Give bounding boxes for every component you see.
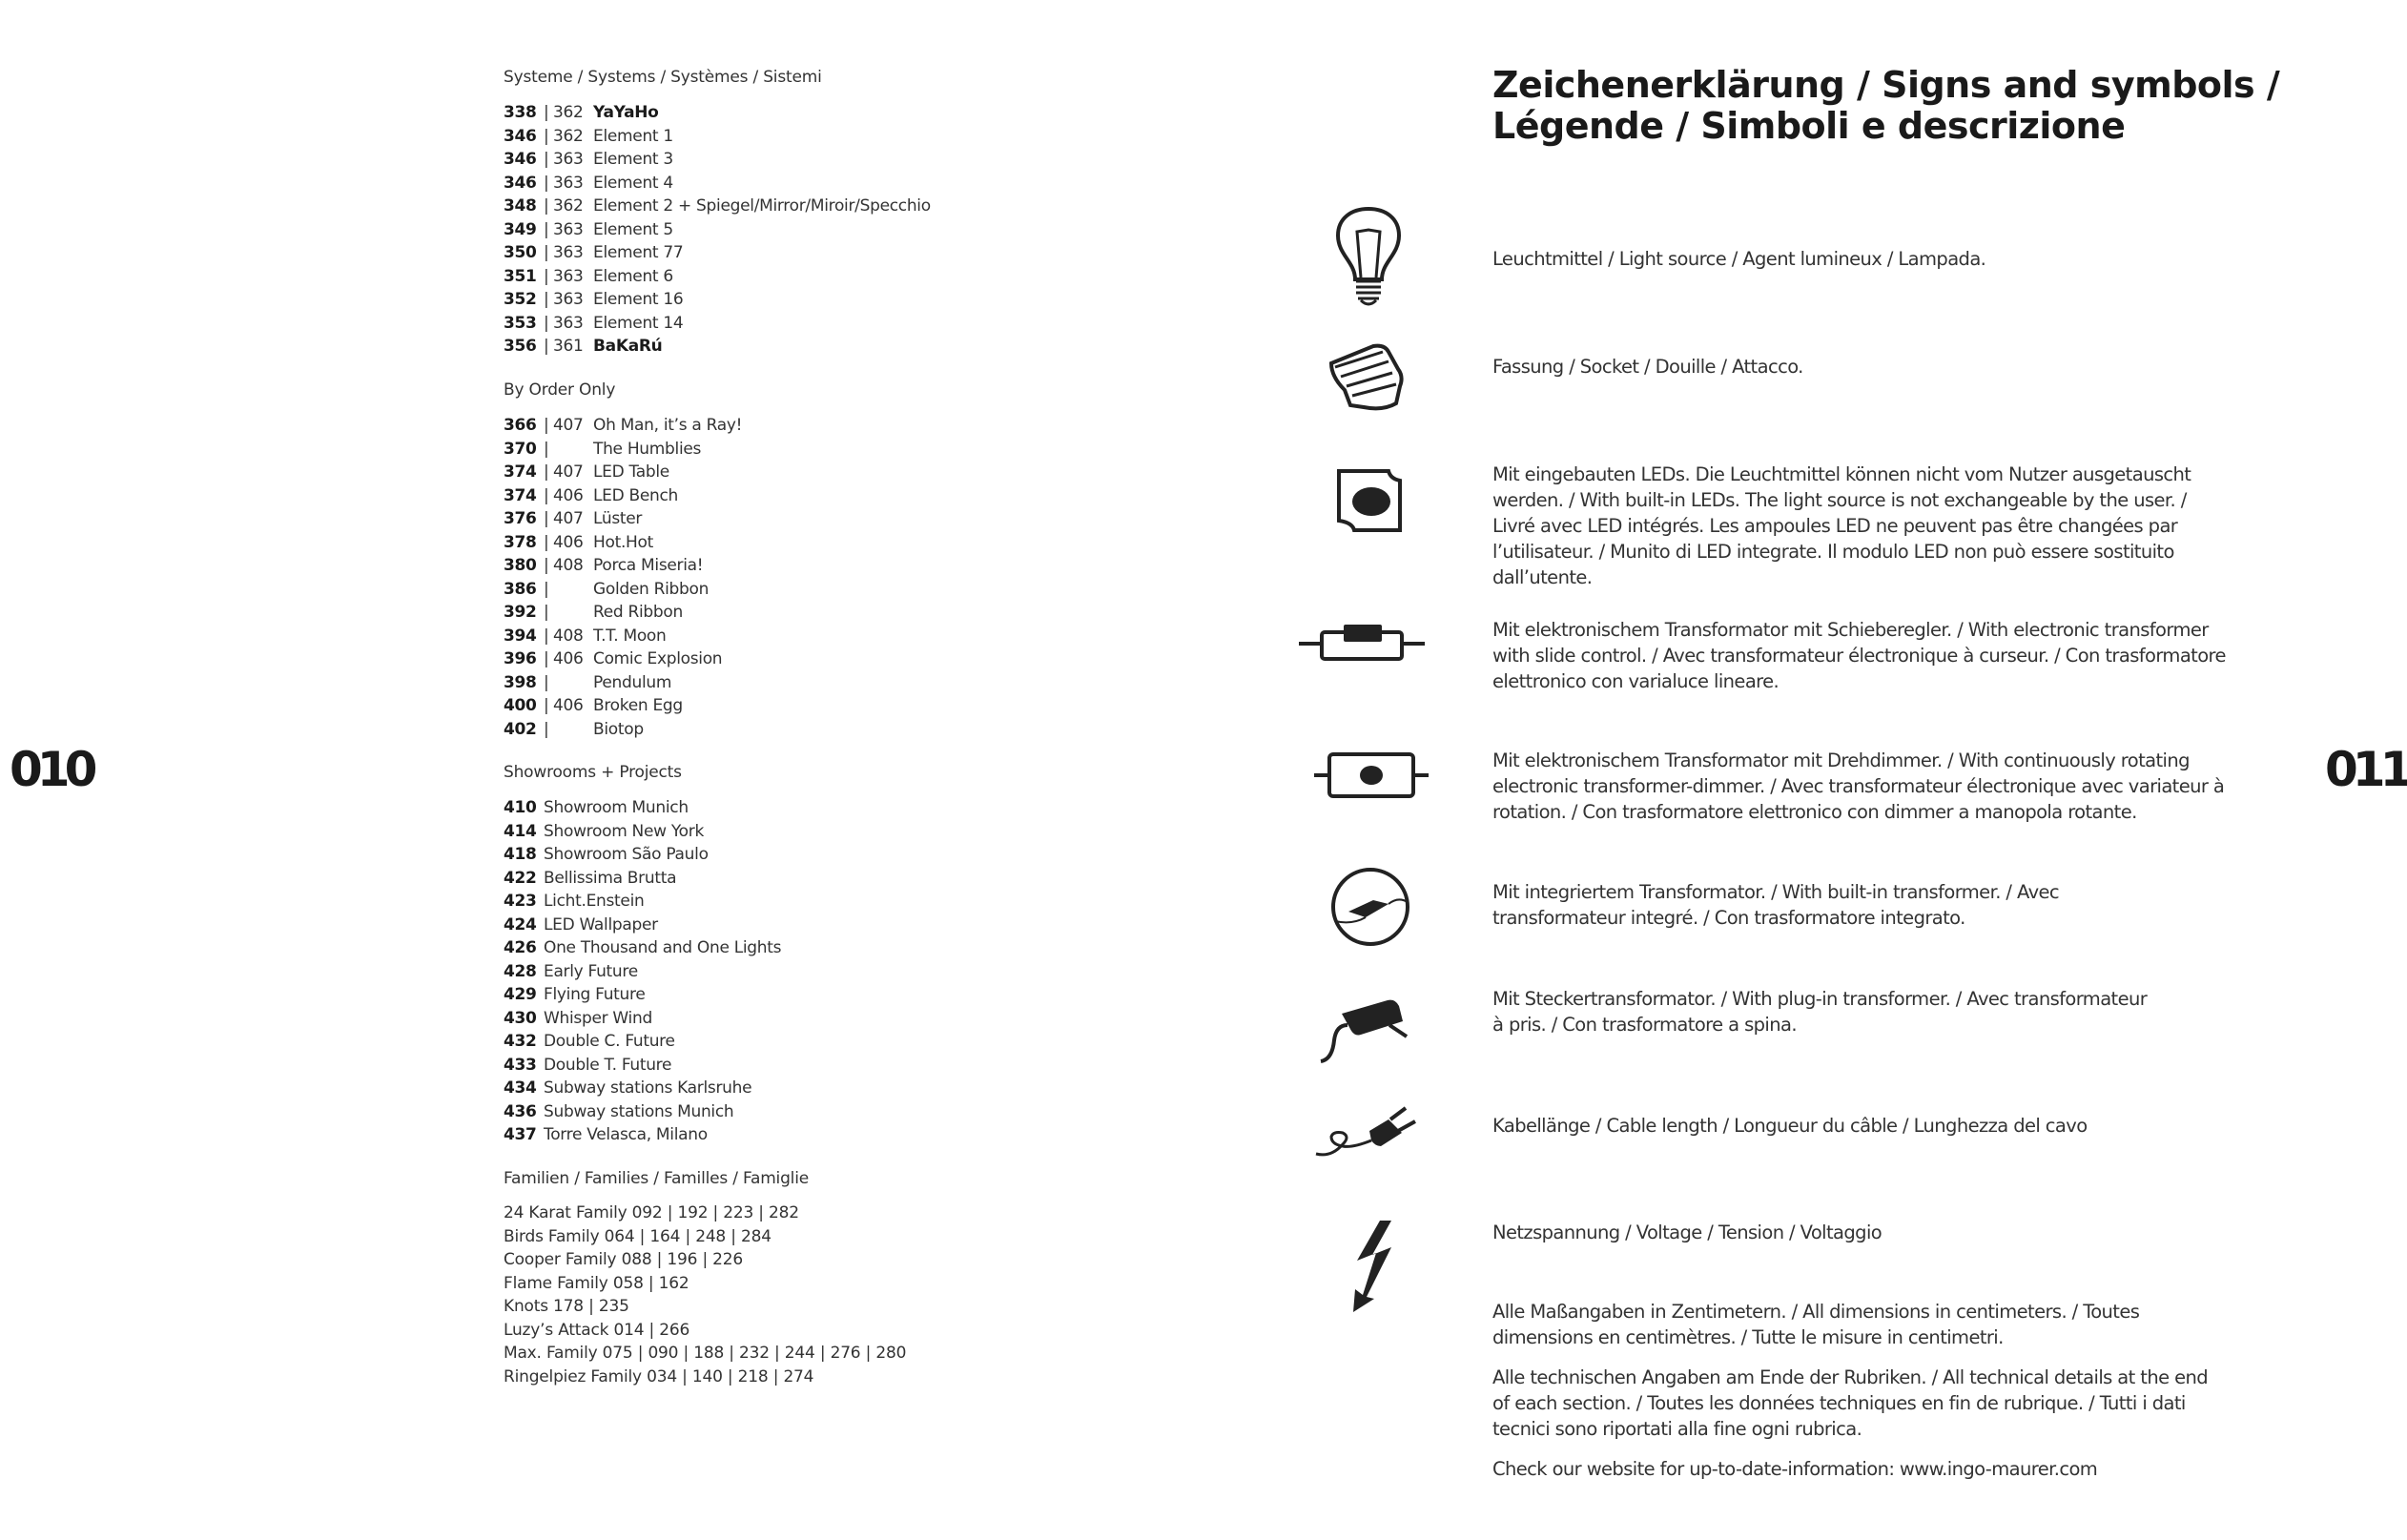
item-name: Torre Velasca, Milano [544,1125,708,1144]
item-name: Lüster [593,509,643,528]
symbol-text-plug-transformer: Mit Steckertransformator. / With plug-in transformer. / Avec transformateur à pris. / Con trasformatore a spina. [1492,988,2148,1036]
list-item [504,694,683,718]
showrooms-heading: Showrooms + Projects [504,763,682,782]
item-name: LED Table [593,462,669,482]
page-number: 346 [504,150,537,169]
page-number: 410 [504,798,537,817]
separator: | [544,313,549,333]
reference-page: 406 [553,649,584,668]
reference-page: 363 [553,219,584,239]
reference-page: 361 [553,337,584,356]
family-item: Luzy’s Attack 014 | 266 [504,1320,690,1340]
list-item [504,335,663,359]
page-number-left: 010 [10,742,93,797]
reference-page: 363 [553,313,584,333]
page-number: 353 [504,313,537,333]
list-item [504,890,645,914]
family-item: Birds Family 064 | 164 | 248 | 284 [504,1226,771,1246]
separator: | [544,719,549,739]
item-name: Element 6 [593,266,673,286]
page-number: 386 [504,579,537,599]
page-number: 346 [504,126,537,146]
item-name: Bellissima Brutta [544,868,677,888]
list-item [504,983,646,1007]
separator: | [544,509,549,528]
separator: | [544,603,549,622]
page-number: 356 [504,337,537,356]
item-name: Subway stations Karlsruhe [544,1078,752,1098]
list-item [504,625,667,648]
list-item [504,265,673,289]
reference-page: 406 [553,696,584,715]
separator: | [544,485,549,505]
page-number: 392 [504,603,537,622]
reference-page: 362 [553,103,584,122]
page-title [1492,65,2279,147]
reference-page: 363 [553,173,584,193]
symbol-text-slide-dimmer: Mit elektronischem Transformator mit Schieberegler. / With electronic transformer with slide control. / Avec transformateur électronique à curseur. / Con trasformatore elettronico con varialuce lineare. [1492,619,2226,692]
separator: | [544,196,549,216]
built-in-transformer-icon [1329,866,1411,948]
reference-page: 363 [553,290,584,309]
separator: | [544,290,549,309]
item-name: Porca Miseria! [593,556,704,575]
slide-dimmer-transformer-icon [1299,615,1425,672]
item-name: T.T. Moon [593,626,667,646]
symbol-text-built-in-led: Mit eingebauten LEDs. Die Leuchtmittel können nicht vom Nutzer ausgetauscht werden. / With built-in LEDs. The light source is not exchangeable by the user. / Livré avec LED intégrés. Les ampoules LED ne peuvent pas être changées par l’utilisateur. / Munito di LED integrate. Il modulo LED non può essere sostituito dall’utente. [1492,463,2191,588]
page-number: 376 [504,509,537,528]
list-item [504,1100,734,1124]
families-list [504,1201,906,1388]
list-item [504,867,677,891]
separator: | [544,150,549,169]
separator: | [544,462,549,482]
page-number: 429 [504,985,537,1004]
page-number: 423 [504,892,537,911]
page-number: 374 [504,462,537,482]
item-name: One Thousand and One Lights [544,938,782,957]
item-name: LED Bench [593,485,679,505]
item-name: Red Ribbon [593,603,683,622]
page-number: 434 [504,1078,537,1098]
separator: | [544,219,549,239]
socket-icon [1326,339,1411,415]
item-name: Broken Egg [593,696,683,715]
separator: | [544,126,549,146]
families-heading: Familien / Families / Familles / Famiglie [504,1169,809,1188]
systems-list [504,101,931,359]
page-number: 402 [504,719,537,739]
page-number: 430 [504,1008,537,1028]
item-name: Element 2 + Spiegel/Mirror/Miroir/Specchio [593,196,931,216]
reference-page: 363 [553,266,584,286]
reference-page: 408 [553,626,584,646]
page-number: 428 [504,961,537,981]
separator: | [544,532,549,552]
list-item [504,843,709,867]
list-item [504,148,673,172]
page-number: 346 [504,173,537,193]
reference-page: 363 [553,243,584,262]
list-item [504,554,704,578]
list-item [504,172,673,195]
item-name: Element 4 [593,173,673,193]
separator: | [544,626,549,646]
item-name: Element 77 [593,243,684,262]
page-number: 432 [504,1032,537,1051]
item-name: The Humblies [593,439,702,459]
page-number: 352 [504,290,537,309]
page-number: 400 [504,696,537,715]
symbol-text-rotary-dimmer: Mit elektronischem Transformator mit Drehdimmer. / With continuously rotating electronic transformer-dimmer. / Avec transformateur électronique avec variateur à rotation. / Con trasformatore elettronico con dimmer a manopola rotante. [1492,749,2225,823]
list-item [504,484,679,508]
title-line-2: Légende / Simboli e descrizione [1492,105,2126,147]
item-name: Element 1 [593,126,673,146]
item-name: Pendulum [593,672,672,692]
page-number: 370 [504,439,537,459]
separator: | [544,243,549,262]
separator: | [544,439,549,459]
item-name: Subway stations Munich [544,1101,734,1121]
symbol-text-built-in-transformer: Mit integriertem Transformator. / With built-in transformer. / Avec transformateur integré. / Con trasformatore integrato. [1492,881,2060,929]
list-item [504,914,658,937]
reference-page: 406 [553,532,584,552]
item-name: Early Future [544,961,638,981]
symbol-text-cable-length: Kabellänge / Cable length / Longueur du câble / Lunghezza del cavo [1492,1115,2088,1137]
list-item [504,578,710,602]
page-number: 418 [504,845,537,864]
family-item: Knots 178 | 235 [504,1297,629,1316]
page-number: 374 [504,485,537,505]
family-item: Ringelpiez Family 034 | 140 | 218 | 274 [504,1366,814,1386]
page-number: 436 [504,1101,537,1121]
separator: | [544,337,549,356]
reference-page: 362 [553,196,584,216]
reference-page: 407 [553,509,584,528]
family-item: 24 Karat Family 092 | 192 | 223 | 282 [504,1203,799,1222]
item-name: Whisper Wind [544,1008,652,1028]
list-item [504,195,931,218]
reference-page: 406 [553,485,584,505]
list-item [504,438,702,462]
item-name: Biotop [593,719,644,739]
family-item: Cooper Family 088 | 196 | 226 [504,1250,744,1269]
list-item [504,218,673,242]
separator: | [544,579,549,599]
list-item [504,312,684,336]
list-item [504,414,743,438]
page-number: 366 [504,416,537,435]
family-item: Max. Family 075 | 090 | 188 | 232 | 244 | 276 | 280 [504,1344,907,1363]
item-name: Hot.Hot [593,532,654,552]
page-number: 433 [504,1055,537,1075]
item-name: Oh Man, it’s a Ray! [593,416,743,435]
lightning-bolt-icon [1349,1219,1397,1314]
list-item [504,601,683,625]
list-item [504,1054,672,1078]
separator: | [544,416,549,435]
page-number: 349 [504,219,537,239]
title-line-1: Zeichenerklärung / Signs and symbols / [1492,64,2280,106]
list-item [504,936,782,960]
page-number: 426 [504,938,537,957]
list-item [504,1077,752,1100]
item-name: Comic Explosion [593,649,723,668]
page-number: 437 [504,1125,537,1144]
list-item [504,288,684,312]
list-item [504,241,684,265]
light-bulb-icon [1330,205,1407,310]
note-dimensions: Alle Maßangaben in Zentimetern. / All dimensions in centimeters. / Toutes dimensions en centimètres. / Tutte le misure in centimetri. [1492,1301,2140,1348]
list-item [504,718,644,742]
showrooms-list [504,796,782,1147]
list-item [504,531,654,555]
item-name: Showroom São Paulo [544,845,709,864]
rotary-dimmer-transformer-icon [1314,749,1429,802]
cable-plug-icon [1314,1097,1421,1173]
item-name: Element 3 [593,150,673,169]
page-number: 414 [504,821,537,841]
item-name: Element 16 [593,290,684,309]
by-order-heading: By Order Only [504,380,616,400]
note-technical-details: Alle technischen Angaben am Ende der Rubriken. / All technical details at the end of each section. / Toutes les données techniques en fin de rubrique. / Tutti i dati tecnici sono riportati alla fine ogni rubrica. [1492,1366,2209,1440]
reference-page: 407 [553,462,584,482]
item-name: LED Wallpaper [544,914,658,934]
plug-transformer-icon [1319,977,1414,1068]
separator: | [544,696,549,715]
separator: | [544,672,549,692]
list-item [504,647,723,671]
item-name: BaKaRú [593,337,663,356]
reference-page: 363 [553,150,584,169]
list-item [504,1030,675,1054]
note-website: Check our website for up-to-date-information: www.ingo-maurer.com [1492,1458,2098,1480]
separator: | [544,556,549,575]
list-item [504,125,673,149]
separator: | [544,649,549,668]
list-item [504,1007,652,1031]
reference-page: 408 [553,556,584,575]
symbol-text-voltage: Netzspannung / Voltage / Tension / Voltaggio [1492,1222,1882,1243]
page-number: 351 [504,266,537,286]
page-number-right: 011 [2325,742,2407,797]
systems-heading: Systeme / Systems / Systèmes / Sistemi [504,68,822,87]
page-number: 338 [504,103,537,122]
by-order-list [504,414,743,741]
page-number: 398 [504,672,537,692]
list-item [504,671,672,695]
item-name: Double T. Future [544,1055,672,1075]
list-item [504,796,689,820]
page-number: 348 [504,196,537,216]
list-item [504,101,659,125]
separator: | [544,103,549,122]
item-name: Golden Ribbon [593,579,710,599]
separator: | [544,266,549,286]
family-item: Flame Family 058 | 162 [504,1273,689,1293]
item-name: Licht.Enstein [544,892,645,911]
page-number: 378 [504,532,537,552]
list-item [504,1123,708,1147]
item-name: Double C. Future [544,1032,675,1051]
page-number: 424 [504,914,537,934]
list-item [504,820,704,844]
separator: | [544,173,549,193]
item-name: Flying Future [544,985,646,1004]
item-name: Showroom Munich [544,798,689,817]
reference-page: 362 [553,126,584,146]
item-name: Showroom New York [544,821,704,841]
list-item [504,507,643,531]
page-number: 396 [504,649,537,668]
item-name: YaYaHo [593,103,659,122]
page-number: 380 [504,556,537,575]
page-number: 394 [504,626,537,646]
symbol-text-light-source: Leuchtmittel / Light source / Agent lumineux / Lampada. [1492,248,1986,270]
item-name: Element 14 [593,313,684,333]
symbol-text-socket: Fassung / Socket / Douille / Attacco. [1492,356,1803,378]
item-name: Element 5 [593,219,673,239]
list-item [504,461,669,484]
page-number: 422 [504,868,537,888]
built-in-led-icon [1335,467,1408,534]
reference-page: 407 [553,416,584,435]
page-number: 350 [504,243,537,262]
list-item [504,960,638,984]
